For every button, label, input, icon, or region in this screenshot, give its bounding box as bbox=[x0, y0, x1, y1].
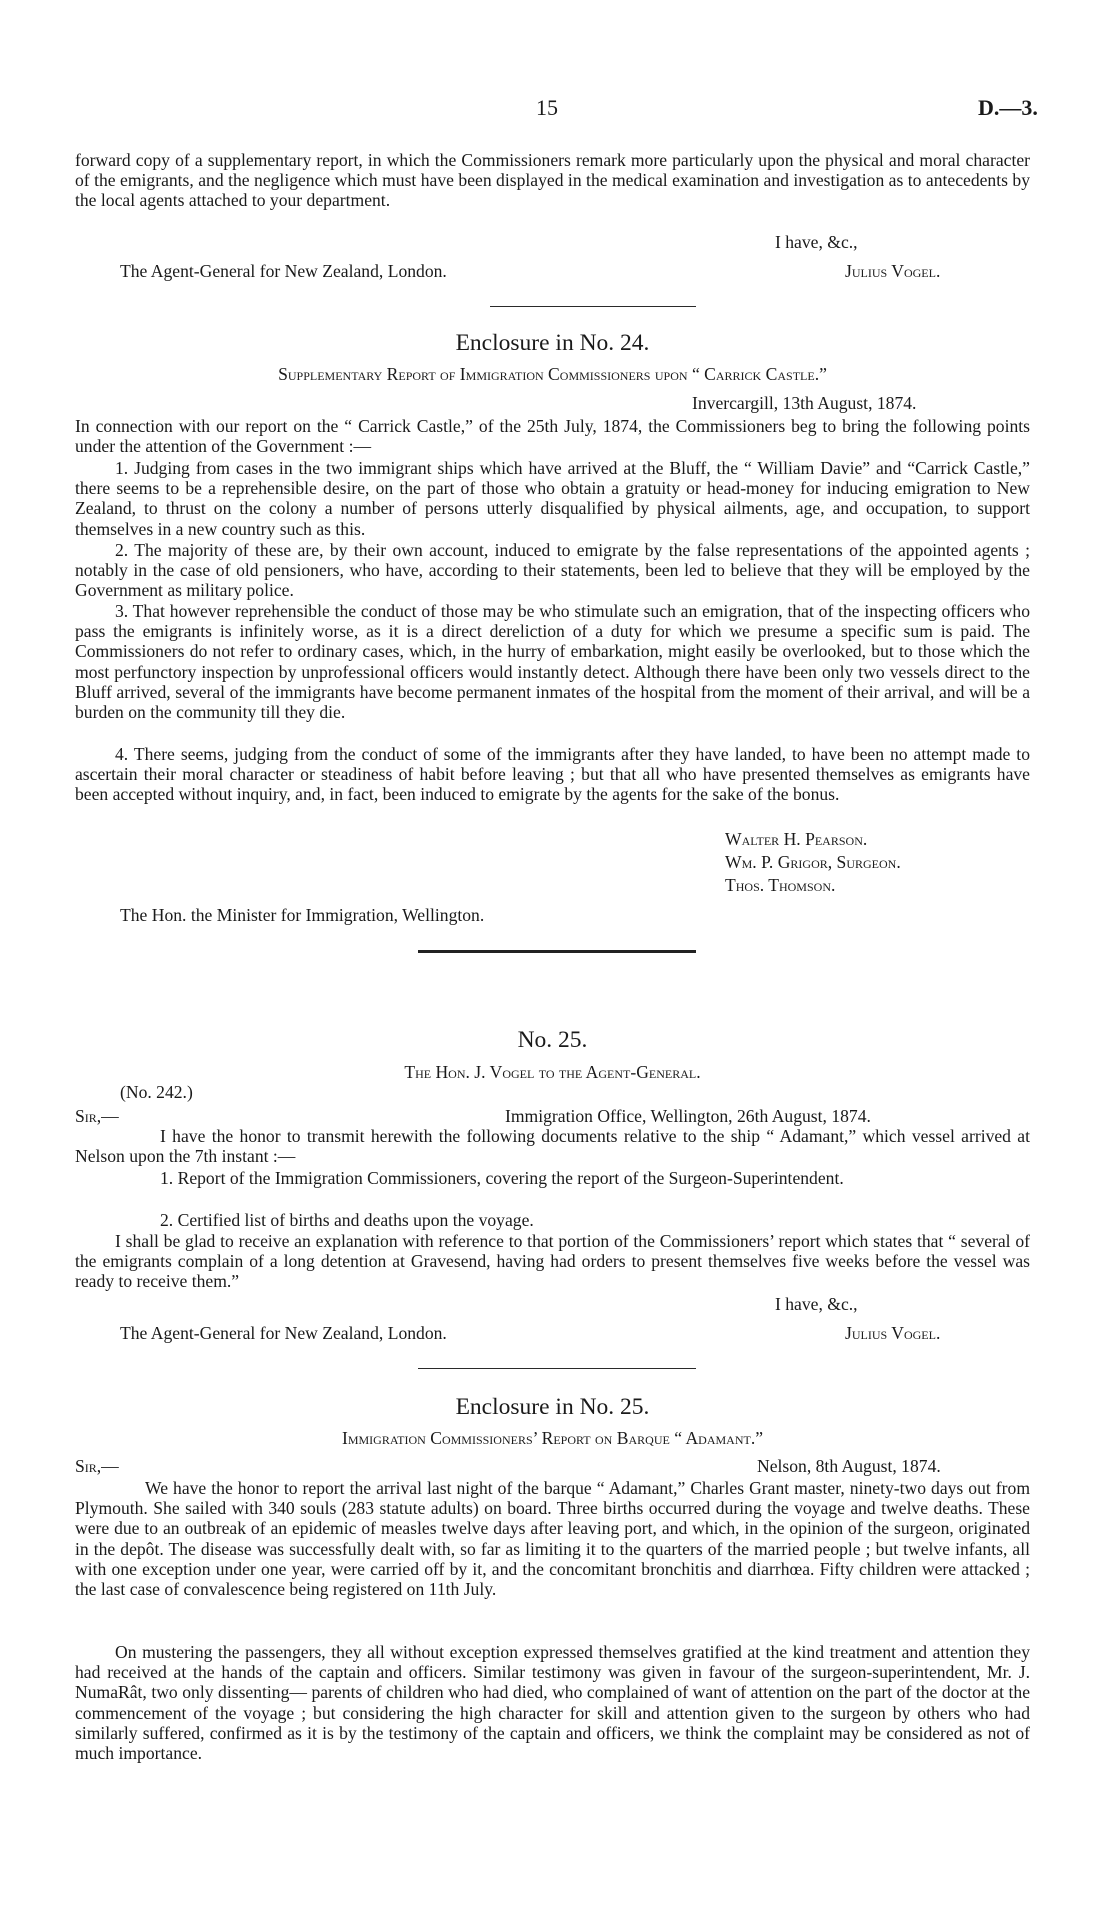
enclosure-25-heading: Enclosure in No. 25. bbox=[455, 1394, 650, 1420]
letter-25-item-2: 2. Certified list of births and deaths upon the voyage. bbox=[160, 1210, 534, 1230]
enclosure-24-subtitle: Supplementary Report of Immigration Commissioners upon “ Carrick Castle.” bbox=[278, 364, 827, 384]
section-divider bbox=[418, 1368, 696, 1369]
enclosure-24-intro: In connection with our report on the “ Carrick Castle,” of the 25th July, 1874, the Commissioners beg to bring the following points under the attention of the Government :— bbox=[75, 416, 1030, 457]
enclosure-24-heading: Enclosure in No. 24. bbox=[455, 330, 650, 356]
section-divider bbox=[490, 306, 696, 307]
page-number: 15 bbox=[536, 95, 558, 120]
enclosure-24-point-4: 4. There seems, judging from the conduct of some of the immigrants after they have landed, to have been no attempt made to ascertain their moral character or steadiness of habit before leaving ; but that all who have presented themselves as emigrants have been accepted without inquiry, and, in fact, been induced to emigrate by the agents for the sake of the bonus. bbox=[75, 744, 1030, 805]
letter-25-heading: No. 25. bbox=[517, 1027, 588, 1053]
enclosure-25-paragraph-1: We have the honor to report the arrival last night of the barque “ Adamant,” Charles Grant master, ninety-two days out from Plymouth. She sailed with 340 souls (283 statute adults) on board. Three births occurred during the voyage and twelve deaths. These were due to an outbreak of an epidemic of measles twelve days after leaving port, and which, in the opinion of the surgeon, originated in the depôt. The disease was successfully dealt with, so far as limiting it to the quarters of the married people ; but twelve infants, all with one exception under one year, were carried off by it, and the concomitant bronchitis and diarrhœa. Fifty children were attacked ; the last case of convalescence being registered on 11th July. bbox=[75, 1478, 1030, 1600]
enclosure-25-subtitle: Immigration Commissioners’ Report on Barque “ Adamant.” bbox=[341, 1428, 764, 1448]
letter-25-addressee: The Agent-General for New Zealand, London. bbox=[120, 1323, 447, 1343]
letter-25-closing: I have, &c., bbox=[775, 1294, 858, 1314]
letter-24-continuation: forward copy of a supplementary report, in which the Commissioners remark more particularly upon the physical and moral character of the emigrants, and the negligence which must have been displayed in the medical examination and investigation as to antecedents by the local agents attached to your department. bbox=[75, 150, 1030, 211]
signatory-pearson: Walter H. Pearson. bbox=[725, 829, 868, 849]
letter-24-closing: I have, &c., bbox=[775, 232, 858, 252]
section-divider-bold bbox=[418, 950, 696, 953]
letter-24-signature: Julius Vogel. bbox=[845, 261, 941, 281]
enclosure-25-place-date: Nelson, 8th August, 1874. bbox=[757, 1456, 941, 1476]
document-reference: D.—3. bbox=[978, 95, 1038, 120]
letter-25-body: I have the honor to transmit herewith the following documents relative to the ship “ Adamant,” which vessel arrived at Nelson upon the 7th instant :— bbox=[75, 1126, 1030, 1167]
enclosure-24-place-date: Invercargill, 13th August, 1874. bbox=[692, 393, 917, 413]
letter-24-addressee: The Agent-General for New Zealand, London. bbox=[120, 261, 447, 281]
letter-25-salutation: Sir,— bbox=[75, 1106, 119, 1126]
enclosure-25-salutation: Sir,— bbox=[75, 1456, 119, 1476]
enclosure-24-point-1: 1. Judging from cases in the two immigrant ships which have arrived at the Bluff, the “ William Davie” and “Carrick Castle,” there seems to be a reprehensible desire, on the part of those who obtain a gratuity or head-money for inducing emigration to New Zealand, to thrust on the colony a number of persons utterly disqualified by physical ailments, age, and occupation, to support themselves in a new country such as this. bbox=[75, 458, 1030, 539]
enclosure-25-paragraph-2: On mustering the passengers, they all without exception expressed themselves gratified at the kind treatment and attention they had received at the hands of the captain and officers. Similar testimony was given in favour of the surgeon-superintendent, Mr. J. NumaRât, two only dissenting— parents of children who had died, who complained of want of attention on the part of the doctor at the commencement of the voyage ; but considering the high character for skill and attention given to the surgeon by others who had similarly suffered, confirmed as it is by the testimony of the captain and officers, we think the complaint may be considered as not of much importance. bbox=[75, 1642, 1030, 1764]
letter-25-subtitle: The Hon. J. Vogel to the Agent-General. bbox=[404, 1062, 701, 1082]
signatory-grigor: Wm. P. Grigor, Surgeon. bbox=[725, 852, 901, 872]
letter-25-place-date: Immigration Office, Wellington, 26th August, 1874. bbox=[505, 1106, 871, 1126]
letter-25-body-2: I shall be glad to receive an explanation with reference to that portion of the Commissioners’ report which states that “ several of the emigrants complain of a long detention at Gravesend, having had orders to present themselves five weeks before the vessel was ready to receive them.” bbox=[75, 1231, 1030, 1292]
signatory-thomson: Thos. Thomson. bbox=[725, 875, 836, 895]
enclosure-24-point-2: 2. The majority of these are, by their own account, induced to emigrate by the false representations of the appointed agents ; notably in the case of old pensioners, who have, according to their statements, been led to believe that they will be employed by the Government as military police. bbox=[75, 540, 1030, 601]
enclosure-24-point-3: 3. That however reprehensible the conduct of those may be who stimulate such an emigration, that of the inspecting officers who pass the emigrants is infinitely worse, as it is a direct dereliction of a duty for which we presume a specific sum is paid. The Commissioners do not refer to ordinary cases, which, in the hurry of embarkation, might easily be overlooked, but to those which the most perfunctory inspection by unprofessional officers would instantly detect. Although there have been only two vessels direct to the Bluff arrived, several of the immigrants have become permanent inmates of the hospital from the moment of their arrival, and will be a burden on the community till they die. bbox=[75, 601, 1030, 723]
letter-25-item-1: 1. Report of the Immigration Commissioners, covering the report of the Surgeon-Superintendent. bbox=[160, 1168, 844, 1188]
letter-25-signature: Julius Vogel. bbox=[845, 1323, 941, 1343]
enclosure-24-addressee: The Hon. the Minister for Immigration, Wellington. bbox=[120, 905, 485, 925]
letter-25-ref-no: (No. 242.) bbox=[120, 1082, 193, 1102]
